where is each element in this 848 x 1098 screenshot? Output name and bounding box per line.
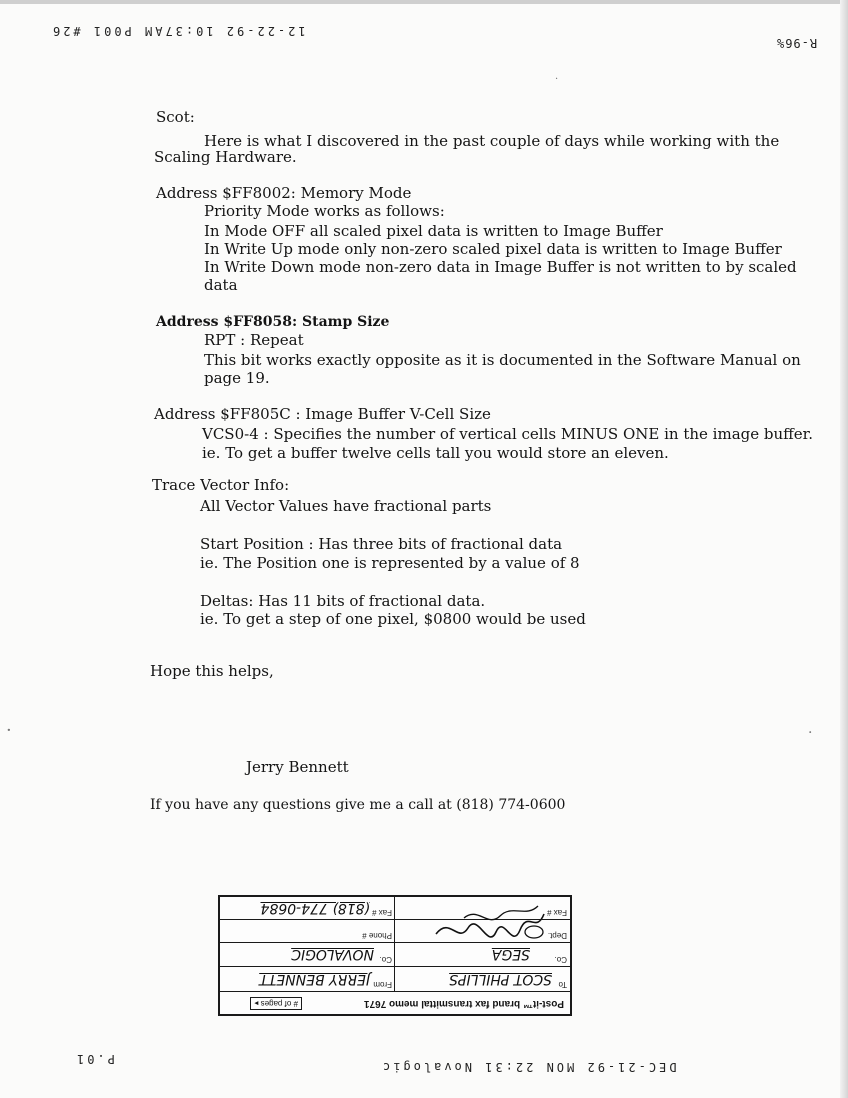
contact-line: If you have any questions give me a call at (818) 774-0600 [150, 797, 566, 813]
scan-edge-top [0, 0, 848, 4]
section2-line: This bit works exactly opposite as it is documented in the Software Manual on [204, 351, 801, 369]
section1-line: In Mode OFF all scaled pixel data is written to Image Buffer [204, 222, 663, 240]
section1-line: Priority Mode works as follows: [204, 202, 445, 220]
note-from-label: From [373, 980, 392, 989]
scan-speck: · [808, 725, 813, 741]
note-to-label: To [558, 980, 567, 989]
closing: Hope this helps, [150, 662, 274, 680]
note-title: Post-it™ brand fax transmittal memo 7671 [363, 998, 564, 1009]
section4-line: ie. To get a step of one pixel, $0800 would be used [200, 610, 586, 628]
post-it-fax-note [218, 895, 572, 1016]
section1-line: In Write Down mode non-zero data in Image Buffer is not written to by scaled [204, 258, 797, 276]
note-fax-value: (818) 774-0684 [260, 900, 370, 916]
intro-line-1: Here is what I discovered in the past couple of days while working with the [204, 132, 780, 150]
note-co-label: Co. [379, 955, 392, 964]
note-to-value: SCOT PHILLIPS [449, 971, 552, 987]
section4-line: All Vector Values have fractional parts [200, 497, 492, 515]
note-from-value: JERRY BENNETT [259, 971, 370, 987]
note-co-label: Co. [554, 955, 567, 964]
note-co-value: SEGA [491, 946, 530, 962]
note-column-divider [394, 897, 395, 992]
fax-header-left: 12-22-92 10:37AM P001 #26 [50, 24, 306, 38]
scan-speck: · [6, 720, 12, 741]
section2-heading: Address $FF8058: Stamp Size [156, 314, 390, 330]
handwritten-scribble [428, 902, 548, 944]
section1-line: In Write Up mode only non-zero scaled pixel data is written to Image Buffer [204, 240, 782, 258]
note-pages-box [250, 997, 302, 1010]
section4-line: Start Position : Has three bits of fractional data [200, 535, 563, 553]
intro-line-2: Scaling Hardware. [154, 148, 297, 166]
signature: Jerry Bennett [246, 758, 349, 776]
salutation: Scot: [156, 108, 195, 126]
note-phone-label: Phone # [362, 931, 392, 940]
note-pages-label: # of pages ▸ [254, 999, 298, 1008]
fax-header-right: R-96% [776, 36, 818, 50]
section1-line: data [204, 276, 238, 294]
note-co-value: NOVALOGIC [291, 946, 374, 962]
section3-heading: Address $FF805C : Image Buffer V-Cell Size [154, 405, 491, 423]
section2-line: RPT : Repeat [204, 331, 304, 349]
section1-heading: Address $FF8002: Memory Mode [156, 184, 412, 202]
section2-line: page 19. [204, 369, 270, 387]
scan-edge-right [840, 0, 848, 1098]
note-fax-label: Fax # [371, 908, 392, 917]
fax-footer-right: P.01 [74, 1052, 115, 1066]
note-dept-label: Dept. [547, 931, 567, 940]
section3-line: ie. To get a buffer twelve cells tall you would store an eleven. [202, 444, 669, 462]
scan-speck: · [555, 74, 559, 85]
note-fax-label: Fax # [546, 908, 567, 917]
section4-heading: Trace Vector Info: [152, 476, 290, 494]
section4-line: ie. The Position one is represented by a value of 8 [200, 554, 580, 572]
section4-line: Deltas: Has 11 bits of fractional data. [200, 592, 486, 610]
section3-line: VCS0-4 : Specifies the number of vertical cells MINUS ONE in the image buffer. [202, 425, 813, 443]
fax-footer-left: DEC-21-92 MON 22:31 Novalogic [380, 1060, 677, 1074]
note-divider [220, 966, 570, 967]
note-divider [220, 991, 570, 992]
